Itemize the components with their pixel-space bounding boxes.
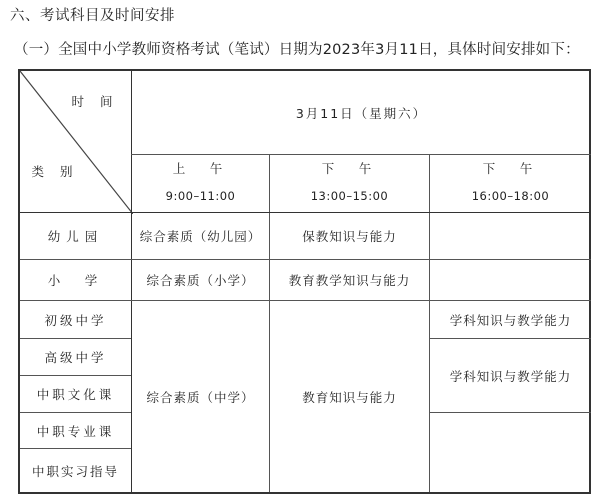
primary-session-2-subject: 教育教学知识与能力: [288, 273, 411, 288]
session-3-time: 16:00–18:00: [471, 189, 550, 203]
row-divider-senior-s3: [429, 412, 591, 413]
secondary-session-1-subject: 综合素质（中学）: [146, 389, 255, 405]
junior-session-3-subject: 学科知识与教学能力: [449, 312, 572, 328]
category-senior-secondary: 高级中学: [44, 350, 107, 365]
corner-category-label: 类 别: [31, 164, 79, 179]
exam-date: 3月11日（星期六）: [295, 105, 428, 121]
session-1-time: 9:00–11:00: [165, 189, 236, 203]
category-junior-secondary: 初级中学: [44, 312, 107, 328]
category-vocational-major: 中职专业课: [36, 423, 115, 439]
kindergarten-session-1-subject: 综合素质（幼儿园）: [139, 229, 262, 244]
exam-schedule-table: [18, 69, 591, 494]
session-2-time: 13:00–15:00: [310, 189, 389, 203]
category-vocational-internship: 中职实习指导: [31, 463, 119, 479]
secondary-session-2-subject: 教育知识与能力: [302, 389, 397, 405]
category-kindergarten: 幼儿园: [47, 229, 104, 244]
session-1-label: 上 午: [172, 161, 229, 176]
primary-session-1-subject: 综合素质（小学）: [146, 273, 255, 288]
kindergarten-session-2-subject: 保教知识与能力: [302, 229, 397, 244]
category-vocational-culture: 中职文化课: [36, 387, 115, 402]
category-primary: 小 学: [47, 273, 104, 288]
schedule-intro: （一）全国中小学教师资格考试（笔试）日期为2023年3月11日，具体时间安排如下：: [14, 42, 580, 58]
session-2-label: 下 午: [321, 161, 378, 176]
corner-time-label: 时 间: [71, 94, 119, 109]
section-heading: 六、考试科目及时间安排: [10, 8, 175, 24]
senior-session-3-subject: 学科知识与教学能力: [449, 368, 572, 384]
session-3-label: 下 午: [482, 161, 539, 176]
